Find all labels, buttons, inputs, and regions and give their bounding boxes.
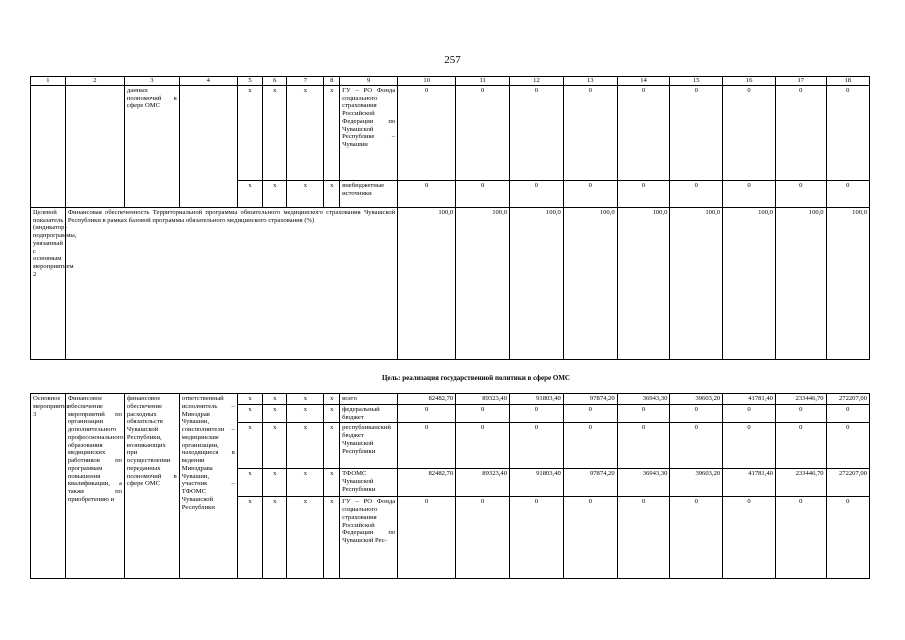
cell-x: x: [237, 404, 262, 423]
cell-value: 0: [398, 180, 456, 207]
cell-value: 0: [775, 180, 826, 207]
cell-value: 0: [723, 85, 776, 180]
cell-value: 100,0: [670, 207, 723, 359]
cell-value: 0: [563, 497, 617, 579]
cell-value: 0: [723, 497, 776, 579]
indicator-row: [31, 207, 870, 359]
header-row: [31, 77, 870, 86]
cell-value: 0: [456, 497, 510, 579]
cell-value: 100,0: [723, 207, 776, 359]
col-header: 13: [563, 77, 617, 86]
col-header: 15: [670, 77, 723, 86]
col-header: 3: [124, 77, 179, 86]
cell-source: ГУ – РО Фонда социального страхования Российской Федерации по Чувашской Республике – Чувашии: [340, 85, 398, 180]
cell-value: 39603,20: [670, 394, 723, 405]
cell-value: 0: [670, 423, 723, 469]
cell-x: x: [324, 469, 340, 497]
cell-x: x: [287, 180, 324, 207]
cell-x: x: [237, 180, 262, 207]
cell-x: x: [263, 180, 287, 207]
cell-value: 0: [563, 404, 617, 423]
cell-source: внебюджетные источники: [340, 180, 398, 207]
indicator-label: Целевой показатель (индикатор) подпрограммы, увязанный с основным мероприятием 2: [31, 207, 66, 359]
indicator-text: Финансовая обеспеченность Территориальной программы обязательного медицинского страхования Чувашской Республики в рамках базовой программы обязательного медицинского страхования (%): [65, 207, 397, 359]
cell-x: x: [324, 180, 340, 207]
cell-value: 0: [617, 85, 670, 180]
col-header: 12: [510, 77, 564, 86]
col-header: 8: [324, 77, 340, 86]
cell-value: 100,0: [398, 207, 456, 359]
cell-value: 89323,40: [456, 394, 510, 405]
cell-value: 0: [456, 404, 510, 423]
cell-value: 0: [617, 180, 670, 207]
cell-value: 0: [563, 180, 617, 207]
cell-x: x: [237, 85, 262, 180]
cell-value: 0: [456, 423, 510, 469]
cell-value: 0: [723, 404, 776, 423]
cell-value: 100,0: [617, 207, 670, 359]
col-header: 11: [456, 77, 510, 86]
cell-x: x: [324, 497, 340, 579]
cell-value: 0: [563, 85, 617, 180]
cell-value: 0: [826, 85, 869, 180]
cell-value: 0: [826, 497, 869, 579]
col-header: 6: [263, 77, 287, 86]
cell-value: 91803,40: [510, 469, 564, 497]
cell-value: 0: [510, 180, 564, 207]
col-header: 4: [179, 77, 237, 86]
cell-value: 97874,20: [563, 469, 617, 497]
cell-value: 0: [456, 180, 510, 207]
cell-x: x: [287, 85, 324, 180]
cell-value: 0: [510, 497, 564, 579]
cell-value: 0: [510, 423, 564, 469]
cell-value: 100,0: [510, 207, 564, 359]
cell-x: x: [287, 423, 324, 469]
col-header: 16: [723, 77, 776, 86]
cell-value: 100,0: [456, 207, 510, 359]
cell-x: x: [287, 469, 324, 497]
col-header: 17: [775, 77, 826, 86]
cell-value: 0: [723, 423, 776, 469]
table-top: [30, 76, 870, 360]
cell-x: x: [263, 404, 287, 423]
cell-value: 39603,20: [670, 469, 723, 497]
cell-value: 0: [563, 423, 617, 469]
cell-value: 0: [456, 85, 510, 180]
cell-value: 233446,70: [775, 394, 826, 405]
cell-value: 100,0: [563, 207, 617, 359]
cell-x: x: [263, 423, 287, 469]
cell-value: 82482,70: [398, 394, 456, 405]
cell-value: 0: [617, 404, 670, 423]
cell-x: x: [263, 85, 287, 180]
cell-value: 82482,70: [398, 469, 456, 497]
cell-value: 41781,40: [723, 469, 776, 497]
table-row: [31, 394, 870, 405]
cell-x: x: [263, 394, 287, 405]
cell-value: 0: [670, 497, 723, 579]
col-header: 2: [65, 77, 124, 86]
cell-value: 0: [775, 423, 826, 469]
cell-x: x: [237, 423, 262, 469]
cell-value: 36943,30: [617, 469, 670, 497]
cell-value: 100,0: [775, 207, 826, 359]
cell-source: федеральный бюджет: [340, 404, 398, 423]
cell-x: x: [287, 497, 324, 579]
cell-value: 272207,00: [826, 394, 869, 405]
cell-value: 0: [398, 404, 456, 423]
cell-value: 100,0: [826, 207, 869, 359]
event-description: Финансовое обеспечение мероприятий по организации дополнительного профессионального образования медицинских работников по программам повышения квалификации, а также по приобретению и: [65, 394, 124, 579]
col-header: 1: [31, 77, 66, 86]
cell-source: ТФОМС Чувашской Республики: [340, 469, 398, 497]
cell-x: x: [324, 404, 340, 423]
cell-x: x: [263, 497, 287, 579]
cell-value: 0: [398, 423, 456, 469]
cell-value: 91803,40: [510, 394, 564, 405]
cell-value: 0: [775, 497, 826, 579]
cell-x: x: [287, 404, 324, 423]
table-bottom: [30, 393, 870, 579]
goal-heading: Цель: реализация государственной политики в сфере ОМС: [381, 374, 570, 382]
cell-value: 0: [670, 85, 723, 180]
cell-value: 0: [510, 85, 564, 180]
cell-value: 0: [775, 85, 826, 180]
cell-value: 0: [670, 180, 723, 207]
cell-value: 0: [775, 404, 826, 423]
cell-value: 0: [826, 423, 869, 469]
cell-value: 0: [826, 404, 869, 423]
col-header: 7: [287, 77, 324, 86]
event-executors: ответственный исполнитель – Минздрав Чувашии, соисполнители – медицинские организации, находящиеся в ведении Минздрава Чувашии, участник – ТФОМС Чувашской Республики: [179, 394, 237, 579]
cell-value: 0: [617, 497, 670, 579]
cell-value: 0: [398, 497, 456, 579]
cell-c3: данных полномочий в сфере ОМС: [124, 85, 179, 207]
cell-x: x: [237, 497, 262, 579]
cell-value: 0: [723, 180, 776, 207]
cell-value: 0: [826, 180, 869, 207]
event-label: Основное мероприятие 3: [31, 394, 66, 579]
col-header: 5: [237, 77, 262, 86]
cell-value: 233446,70: [775, 469, 826, 497]
col-header: 10: [398, 77, 456, 86]
col-header: 9: [340, 77, 398, 86]
cell-source: всего: [340, 394, 398, 405]
cell-value: 97874,20: [563, 394, 617, 405]
page-number: 257: [444, 54, 461, 66]
cell-x: x: [324, 423, 340, 469]
cell-value: 41781,40: [723, 394, 776, 405]
cell-x: x: [237, 394, 262, 405]
cell-x: x: [263, 469, 287, 497]
cell-value: 272207,00: [826, 469, 869, 497]
cell-x: x: [324, 394, 340, 405]
cell-source: республиканский бюджет Чувашской Республики: [340, 423, 398, 469]
table-row: [31, 85, 870, 180]
cell-value: 0: [617, 423, 670, 469]
cell-source: ГУ – РО Фонда социального страхования Российской Федерации по Чувашской Рес-: [340, 497, 398, 579]
cell-x: x: [287, 394, 324, 405]
cell-value: 0: [398, 85, 456, 180]
cell-value: 36943,30: [617, 394, 670, 405]
event-purpose: финансовое обеспечение расходных обязательств Чувашской Республики, возникающих при осуществлении переданных полномочий в сфере ОМС: [124, 394, 179, 579]
cell-x: x: [237, 469, 262, 497]
col-header: 18: [826, 77, 869, 86]
cell-x: x: [324, 85, 340, 180]
cell-value: 0: [670, 404, 723, 423]
col-header: 14: [617, 77, 670, 86]
cell-value: 89323,40: [456, 469, 510, 497]
cell-value: 0: [510, 404, 564, 423]
